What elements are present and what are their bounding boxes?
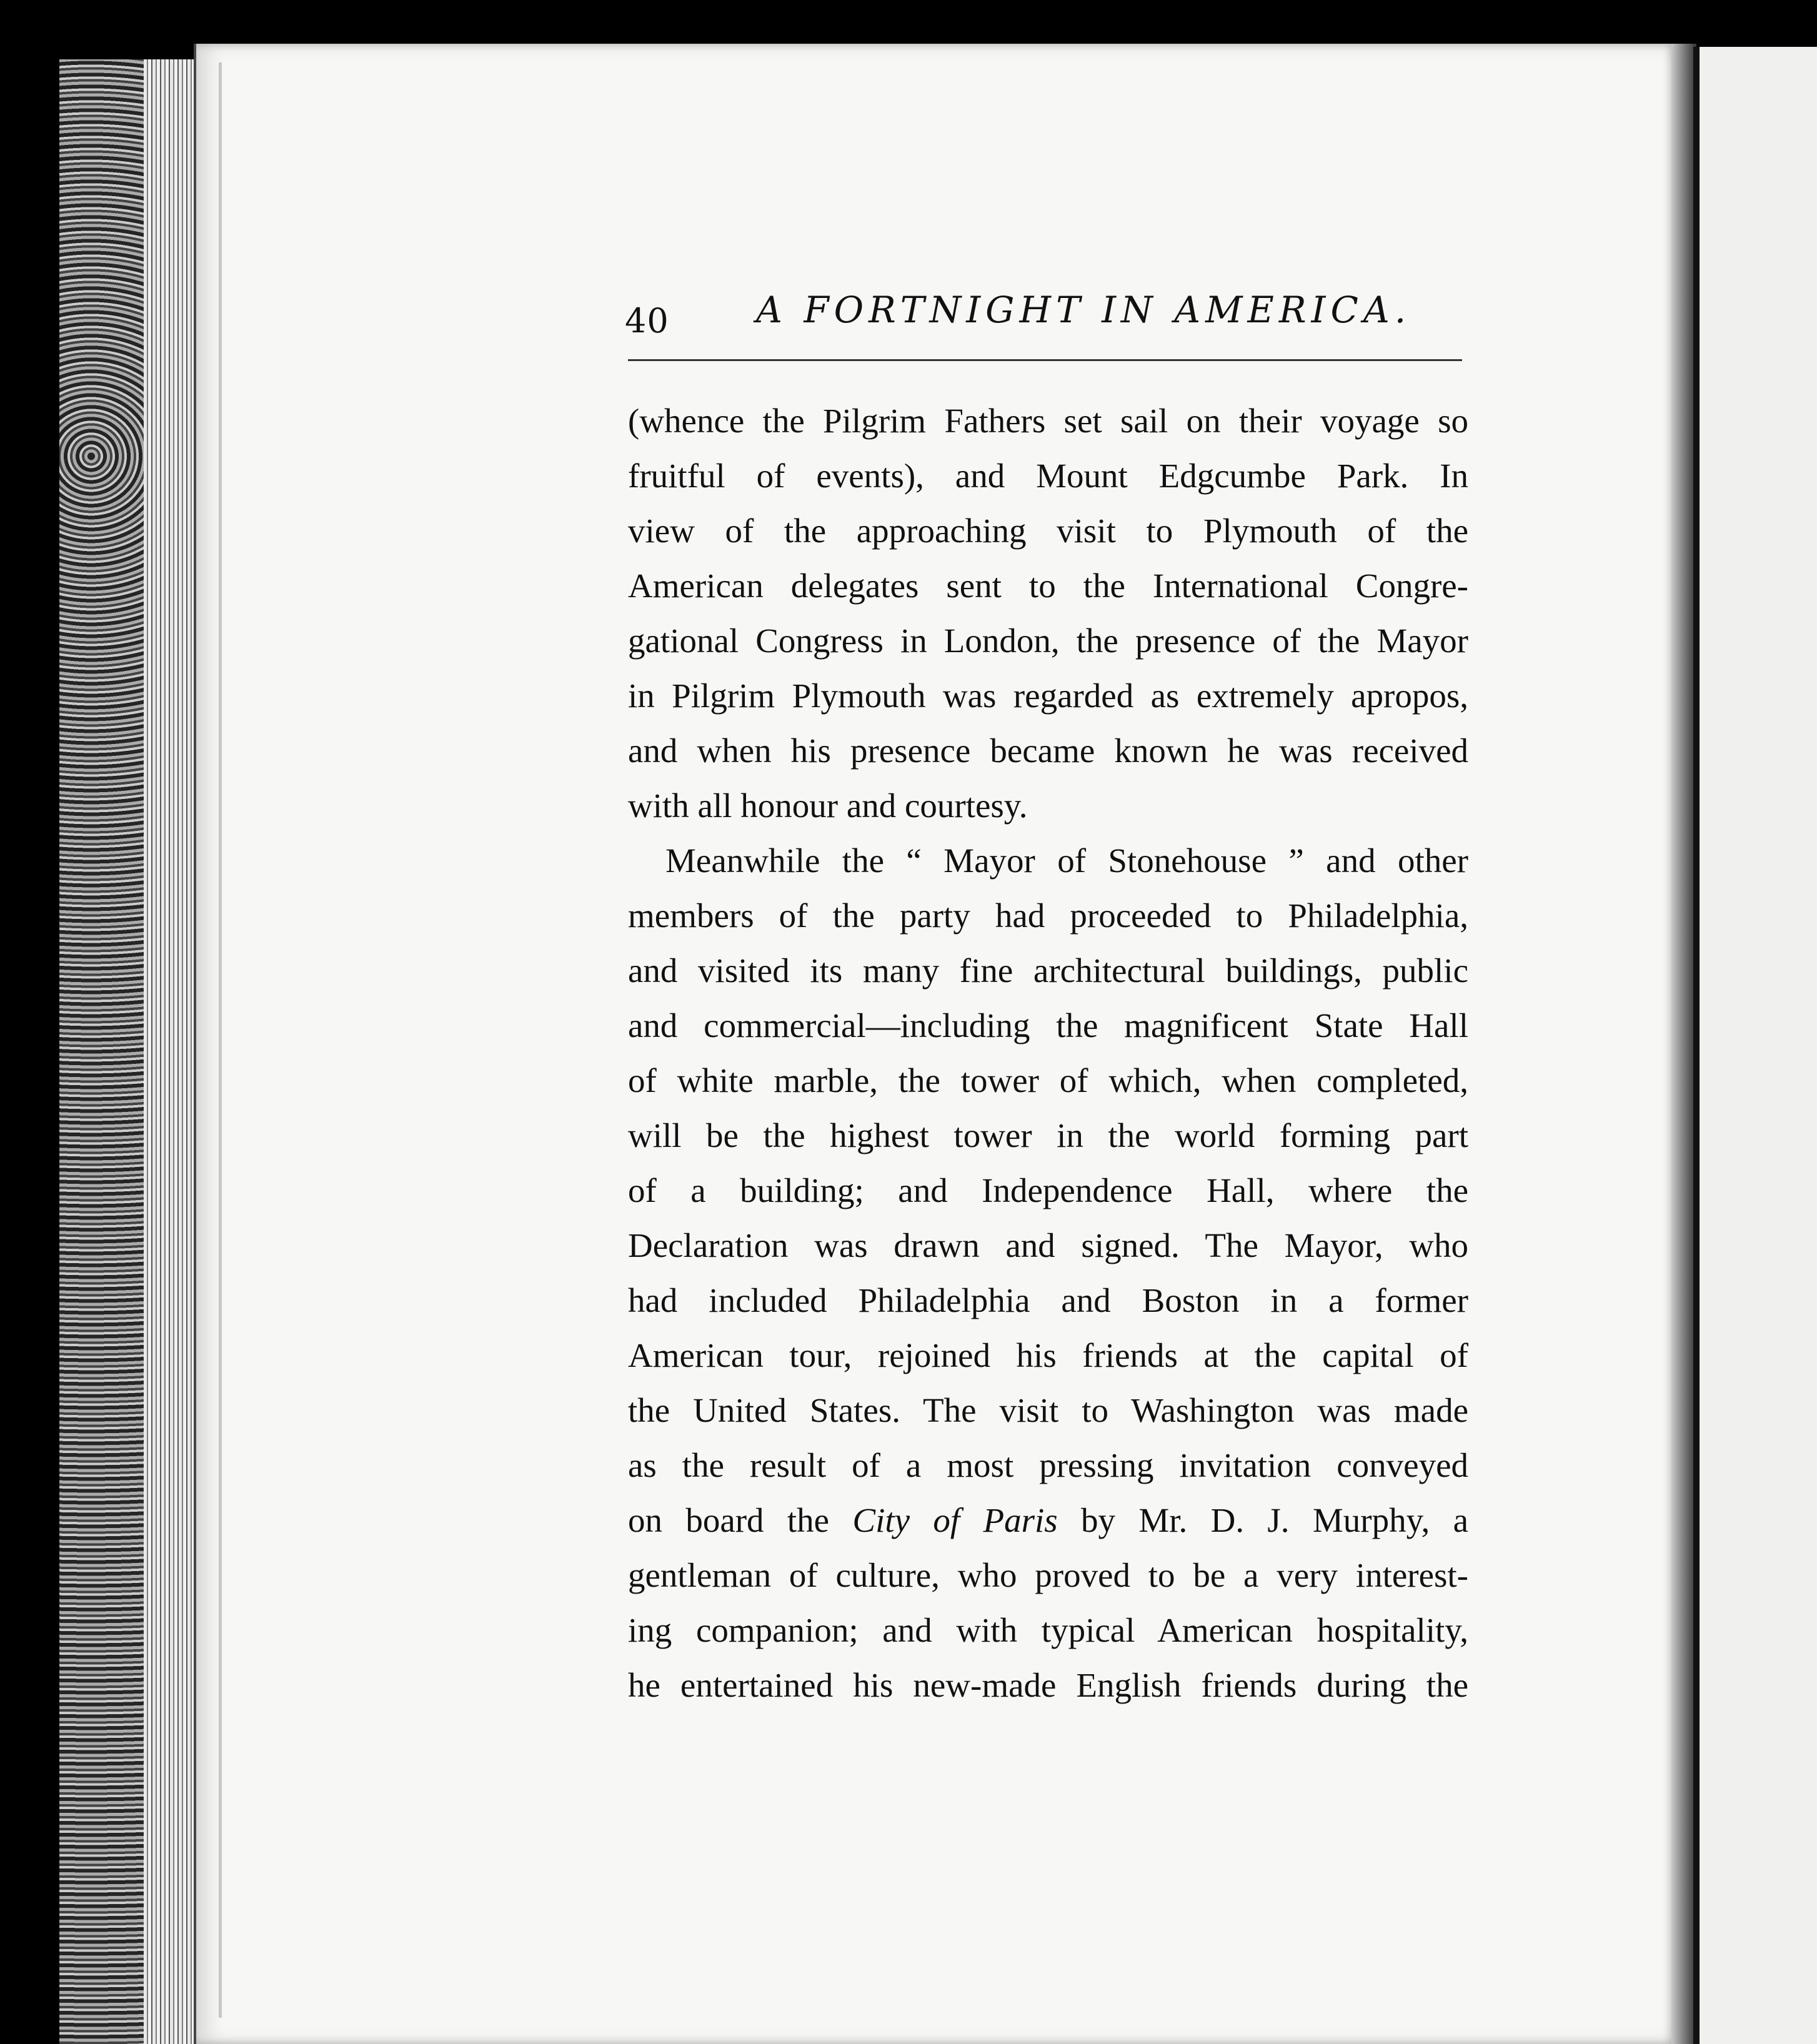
text-run: by Mr. D. J. Murphy, a [1057,1501,1469,1539]
text-line: gational Congress in London, the presence of the Mayor [628,622,1468,660]
facing-page-edge [1693,47,1817,2044]
text-line-with-italic [628,1493,1468,1548]
text-line: view of the approaching visit to Plymouth of the [628,512,1468,550]
text-line: members of the party had proceeded to Philadelphia, [628,896,1468,935]
text-line: and when his presence became known he was received [628,732,1468,770]
text-line: in Pilgrim Plymouth was regarded as extremely apropos, [628,677,1468,715]
text-line: American tour, rejoined his friends at the capital of [628,1336,1468,1374]
page-number: 40 [625,301,669,340]
paragraph-1 [628,394,1468,833]
running-head [625,289,1462,339]
text-line: and commercial—including the magnificent State Hall [628,1006,1468,1044]
text-line: American delegates sent to the International Congre- [628,567,1468,605]
page-gutter-shadow [219,62,259,2018]
text-line: with all honour and courtesy. [628,786,1028,825]
text-run: on board the [628,1501,853,1539]
page-stack-edge [144,59,194,2044]
text-line: the United States. The visit to Washington was made [628,1391,1468,1429]
text-line: (whence the Pilgrim Fathers set sail on their voyage so [628,402,1468,440]
text-line: of a building; and Independence Hall, where the [628,1171,1468,1209]
text-line: fruitful of events), and Mount Edgcumbe Park. In [628,457,1468,495]
body-text [628,394,1468,1713]
header-rule [628,359,1462,361]
ship-name-italic: City of Paris [852,1501,1058,1539]
page-fold-shadow [1671,44,1696,2044]
text-line: Declaration was drawn and signed. The Mayor, who [628,1226,1468,1264]
text-line: ing companion; and with typical American hospitality, [628,1611,1468,1649]
text-line: and visited its many fine architectural buildings, public [628,951,1468,990]
running-title: A FORTNIGHT IN AMERICA. [756,289,1411,331]
text-line: will be the highest tower in the world forming part [628,1116,1468,1154]
text-line: gentleman of culture, who proved to be a very interest- [628,1556,1468,1594]
text-line: Meanwhile the “ Mayor of Stonehouse ” and other [665,841,1468,880]
text-line: of white marble, the tower of which, when completed, [628,1061,1468,1099]
paragraph-2 [628,833,1468,1713]
text-line: had included Philadelphia and Boston in a former [628,1281,1468,1319]
text-line: as the result of a most pressing invitation conveyed [628,1446,1468,1484]
text-line: he entertained his new-made English friends during the [628,1666,1468,1704]
